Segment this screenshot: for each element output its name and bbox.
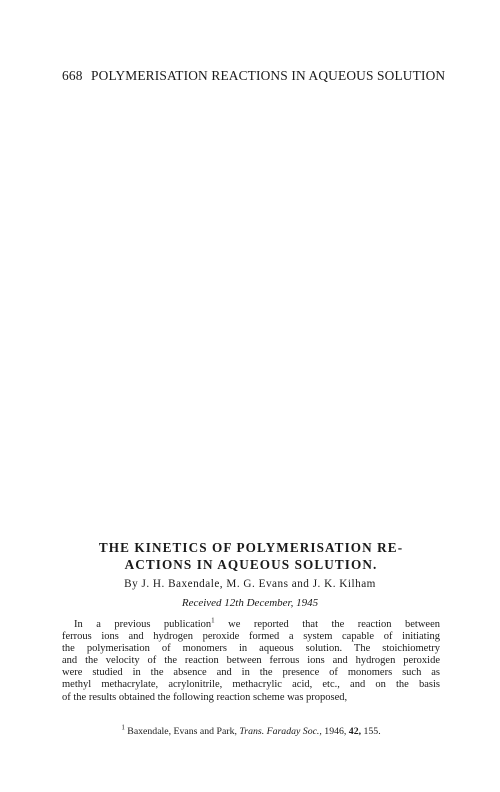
footnote-authors: Baxendale, Evans and Park, xyxy=(127,726,237,737)
body-paragraph xyxy=(62,616,440,704)
body-line: methyl methacrylate, acrylonitrile, methacrylic acid, etc., and on the basis xyxy=(62,679,440,691)
running-header xyxy=(62,68,446,84)
article-title xyxy=(60,539,442,573)
body-line: ferrous ions and hydrogen peroxide formed a system capable of initiating xyxy=(62,631,440,643)
body-line-text: In a previous publication xyxy=(74,619,212,630)
article-title-line-1: THE KINETICS OF POLYMERISATION RE- xyxy=(98,540,404,555)
author-byline: By J. H. Baxendale, M. G. Evans and J. K. Kilham xyxy=(124,578,376,590)
body-line: were studied in the absence and in the presence of monomers such as xyxy=(62,667,440,679)
article-title-line-2: ACTIONS IN AQUEOUS SOLUTION. xyxy=(124,557,378,572)
body-line-text: we reported that the reaction between xyxy=(214,619,440,630)
reference-marker: 1 xyxy=(211,616,215,625)
received-date: Received 12th December, 1945 xyxy=(181,597,319,609)
body-line: the polymerisation of monomers in aqueous solution. The stoichiometry xyxy=(62,643,440,655)
body-line: and the velocity of the reaction between ferrous ions and hydrogen peroxide xyxy=(62,655,440,667)
footnote-marker: 1 xyxy=(121,723,125,732)
footnote-journal: Trans. Faraday Soc., xyxy=(239,726,322,737)
footnote-year: 1946, xyxy=(324,726,347,737)
footnote-page: 155. xyxy=(363,726,381,737)
body-line xyxy=(62,616,440,631)
running-title: POLYMERISATION REACTIONS IN AQUEOUS SOLUTION xyxy=(91,68,446,83)
page-number: 668 xyxy=(62,68,83,83)
body-line: of the results obtained the following reaction scheme was proposed, xyxy=(62,691,348,703)
footnote xyxy=(62,723,440,737)
footnote-volume: 42, xyxy=(348,726,362,737)
